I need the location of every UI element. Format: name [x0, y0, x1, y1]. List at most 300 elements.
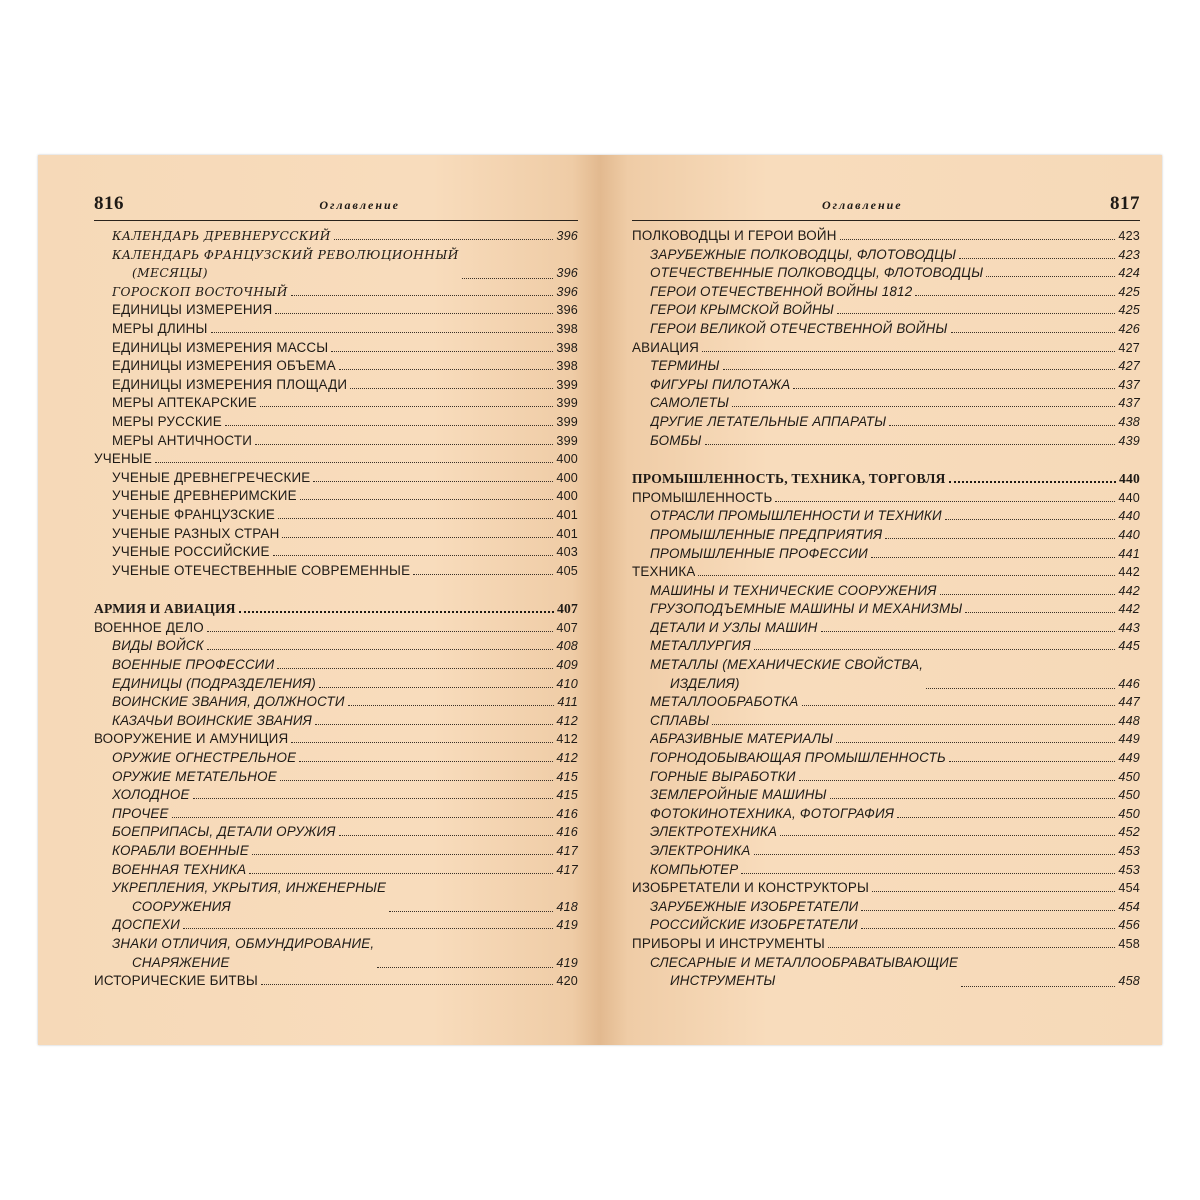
toc-entry-title: [632, 935, 825, 954]
toc-entry-title-line: УКРЕПЛЕНИЯ, УКРЫТИЯ, ИНЖЕНЕРНЫЕ: [112, 880, 387, 896]
toc-entry-title: [112, 469, 310, 488]
right-toc-list: [632, 227, 1140, 991]
toc-entry: [94, 842, 578, 861]
toc-entry-title: [112, 487, 297, 506]
toc-entry-title: [112, 675, 316, 694]
toc-entry-page-number: 417: [556, 862, 578, 877]
section-gap: [632, 450, 1140, 454]
toc-entry-title-line: ВООРУЖЕНИЕ И АМУНИЦИЯ: [94, 731, 289, 747]
toc-entry: [632, 413, 1140, 432]
toc-entry-title-line: ПРОМЫШЛЕННОСТЬ, ТЕХНИКА, ТОРГОВЛЯ: [632, 471, 946, 487]
toc-entry-title: [112, 376, 347, 395]
toc-entry-page-number: 425: [1118, 284, 1140, 299]
toc-entry-title: [112, 227, 331, 246]
toc-entry-title: [650, 357, 720, 376]
toc-entry-title: [112, 935, 374, 972]
toc-entry-title-line: ЗАРУБЕЖНЫЕ ИЗОБРЕТАТЕЛИ: [650, 898, 859, 914]
dot-leader: [291, 295, 554, 296]
toc-entry-page-number: 443: [1118, 620, 1140, 635]
left-running-title: Оглавление: [319, 198, 400, 212]
dot-leader: [300, 499, 554, 500]
dot-leader: [837, 313, 1115, 314]
dot-leader: [278, 518, 553, 519]
toc-entry: [94, 637, 578, 656]
toc-entry-title-line: ГОРОСКОП ВОСТОЧНЫЙ: [112, 284, 288, 299]
toc-entry: [94, 786, 578, 805]
toc-entry-page-number: 440: [1118, 509, 1140, 524]
toc-entry-title: [650, 768, 796, 787]
toc-entry-title: [112, 413, 222, 432]
toc-entry: [94, 394, 578, 413]
toc-entry-page-number: 408: [556, 639, 578, 654]
toc-entry-page-number: 439: [1118, 433, 1140, 448]
dot-leader: [207, 649, 554, 650]
toc-entry: [632, 879, 1140, 898]
toc-entry-page-number: 417: [556, 844, 578, 858]
dot-leader: [940, 594, 1116, 595]
toc-entry-title: [112, 823, 336, 842]
toc-entry-title-line: ЗАРУБЕЖНЫЕ ПОЛКОВОДЦЫ, ФЛОТОВОДЦЫ: [650, 246, 957, 262]
toc-entry: [632, 712, 1140, 731]
toc-entry-title: [112, 562, 410, 581]
dot-leader: [945, 519, 1116, 520]
toc-entry: [632, 545, 1140, 564]
toc-entry-page-number: 419: [556, 918, 578, 933]
toc-entry-page-number: 442: [1118, 602, 1140, 617]
toc-entry-title: [650, 693, 799, 712]
toc-entry-title-line: ИЗОБРЕТАТЕЛИ И КОНСТРУКТОРЫ: [632, 880, 870, 896]
toc-entry-page-number: 401: [556, 526, 578, 541]
toc-entry-page-number: 420: [556, 974, 578, 989]
toc-entry: [632, 376, 1140, 395]
dot-leader: [959, 258, 1115, 259]
dot-leader: [255, 444, 553, 445]
toc-entry-title: [650, 861, 738, 880]
toc-entry-title: [94, 730, 288, 749]
dot-leader: [211, 332, 554, 333]
toc-entry-page-number: 399: [556, 433, 578, 448]
dot-leader: [949, 481, 1116, 483]
toc-entry-title-line: УЧЕНЫЕ РАЗНЫХ СТРАН: [112, 525, 280, 541]
toc-entry-title-line: СПЛАВЫ: [650, 712, 710, 728]
dot-leader: [712, 724, 1115, 725]
toc-entry-title-line: КАЗАЧЬИ ВОИНСКИЕ ЗВАНИЯ: [112, 712, 312, 728]
toc-entry: [94, 450, 578, 469]
toc-entry-page-number: 454: [1118, 899, 1140, 914]
toc-entry-title-line: ГРУЗОПОДЪЕМНЫЕ МАШИНЫ И МЕХАНИЗМЫ: [650, 601, 963, 617]
toc-entry-title: [650, 376, 790, 395]
toc-entry-title-line: УЧЕНЫЕ РОССИЙСКИЕ: [112, 544, 270, 560]
toc-entry: [94, 805, 578, 824]
toc-entry-title: [650, 656, 923, 693]
toc-entry-page-number: 412: [556, 751, 578, 766]
toc-entry: [94, 619, 578, 638]
dot-leader: [334, 239, 554, 240]
dot-leader: [915, 295, 1115, 296]
toc-entry-title-line: МЕТАЛЛУРГИЯ: [650, 638, 751, 654]
toc-entry-page-number: 396: [556, 266, 578, 281]
toc-entry: [94, 861, 578, 880]
toc-entry: [632, 693, 1140, 712]
toc-entry-page-number: 456: [1118, 918, 1140, 933]
toc-entry: [94, 693, 578, 712]
toc-entry-title-line: ЭЛЕКТРОНИКА: [650, 843, 751, 858]
toc-entry-page-number: 445: [1118, 639, 1140, 654]
toc-entry-page-number: 442: [1118, 565, 1140, 580]
toc-entry-page-number: 407: [556, 620, 578, 635]
dot-leader: [705, 444, 1116, 445]
toc-entry: [632, 842, 1140, 861]
toc-entry: [632, 861, 1140, 880]
dot-leader: [926, 688, 1115, 689]
toc-entry-title: [112, 339, 328, 358]
toc-entry: [94, 525, 578, 544]
toc-entry-title-line: ГЕРОИ ОТЕЧЕСТВЕННОЙ ВОЙНЫ 1812: [650, 283, 913, 299]
section-gap: [94, 580, 578, 584]
toc-entry-title-line: РОССИЙСКИЕ ИЗОБРЕТАТЕЛИ: [650, 917, 858, 933]
dot-leader: [741, 873, 1115, 874]
dot-leader: [830, 798, 1116, 799]
toc-entry-title: [112, 394, 257, 413]
left-page-number: 816: [94, 193, 124, 214]
toc-entry-page-number: 411: [557, 695, 578, 710]
toc-entry-title: [632, 563, 695, 582]
toc-entry-title-line: БОЕПРИПАСЫ, ДЕТАЛИ ОРУЖИЯ: [112, 824, 336, 840]
toc-entry-title: [650, 805, 894, 824]
right-running-head: [632, 193, 1140, 221]
toc-entry-title-line: АРМИЯ И АВИАЦИЯ: [94, 601, 236, 617]
toc-entry-title-line: ГОРНЫЕ ВЫРАБОТКИ: [650, 768, 796, 784]
toc-entry-title: [112, 693, 345, 712]
toc-entry-title-line: ПРОМЫШЛЕННОСТЬ: [632, 489, 773, 505]
toc-entry-title-line: ВОЕННЫЕ ПРОФЕССИИ: [112, 657, 275, 673]
toc-entry-page-number: 415: [556, 788, 578, 803]
dot-leader: [885, 538, 1115, 539]
toc-entry-page-number: 398: [556, 340, 578, 355]
toc-entry-title: [650, 786, 827, 805]
open-book: [38, 155, 1162, 1045]
toc-entry-title: [112, 637, 204, 656]
toc-entry-page-number: 410: [556, 676, 578, 691]
toc-entry-page-number: 396: [556, 284, 578, 299]
toc-entry: [94, 432, 578, 451]
toc-entry-title: [632, 339, 699, 358]
toc-entry-title: [112, 861, 246, 880]
dot-leader: [780, 835, 1115, 836]
toc-entry-title-line: ГОРНОДОБЫВАЮЩАЯ ПРОМЫШЛЕННОСТЬ: [650, 750, 946, 766]
toc-entry-title-line: УЧЕНЫЕ ДРЕВНЕРИМСКИЕ: [112, 488, 297, 504]
toc-entry: [632, 619, 1140, 638]
toc-entry: [632, 320, 1140, 339]
toc-entry-title: [650, 283, 912, 302]
toc-entry-title: [112, 768, 277, 787]
toc-entry-page-number: 399: [556, 414, 578, 429]
toc-entry-title: [650, 320, 948, 339]
toc-entry-title: [650, 730, 833, 749]
dot-leader: [754, 854, 1116, 855]
dot-leader: [961, 986, 1115, 987]
dot-leader: [793, 388, 1115, 389]
toc-entry-page-number: 437: [1118, 396, 1140, 411]
toc-entry-title: [94, 619, 204, 638]
dot-leader: [723, 369, 1116, 370]
toc-entry-page-number: 438: [1118, 414, 1140, 429]
toc-entry: [94, 730, 578, 749]
dot-leader: [315, 724, 553, 725]
toc-entry: [632, 526, 1140, 545]
toc-entry-title: [650, 823, 777, 842]
toc-entry-page-number: 449: [1118, 751, 1140, 766]
toc-entry: [632, 749, 1140, 768]
toc-entry: [94, 357, 578, 376]
toc-entry-title: [650, 712, 709, 731]
dot-leader: [799, 780, 1116, 781]
toc-entry-page-number: 398: [556, 321, 578, 336]
dot-leader: [261, 984, 553, 985]
dot-leader: [821, 631, 1116, 632]
toc-entry-title-line: ДРУГИЕ ЛЕТАТЕЛЬНЫЕ АППАРАТЫ: [650, 413, 887, 429]
toc-entry: [632, 301, 1140, 320]
toc-entry: [632, 916, 1140, 935]
toc-entry: [94, 712, 578, 731]
toc-entry-title: [632, 879, 869, 898]
toc-entry: [632, 935, 1140, 954]
toc-entry-page-number: 398: [556, 359, 578, 374]
toc-entry: [94, 320, 578, 339]
dot-leader: [698, 575, 1115, 576]
toc-entry-title: [650, 619, 818, 638]
dot-leader: [183, 928, 553, 929]
toc-entry-page-number: 415: [556, 769, 578, 784]
toc-entry-page-number: 427: [1118, 340, 1140, 355]
toc-entry-page-number: 427: [1118, 359, 1140, 374]
toc-entry-title: [112, 916, 180, 935]
dot-leader: [861, 910, 1115, 911]
toc-entry: [94, 469, 578, 488]
toc-entry-title: [112, 283, 288, 302]
toc-entry-title-line: АБРАЗИВНЫЕ МАТЕРИАЛЫ: [650, 731, 834, 747]
dot-leader: [802, 705, 1116, 706]
dot-leader: [273, 555, 554, 556]
dot-leader: [252, 854, 554, 855]
left-toc-list: [94, 227, 578, 991]
toc-entry-page-number: 453: [1118, 862, 1140, 877]
dot-leader: [951, 332, 1116, 333]
toc-entry-title-line: ПРИБОРЫ И ИНСТРУМЕНТЫ: [632, 935, 825, 951]
toc-entry-title-line: ВОИНСКИЕ ЗВАНИЯ, ДОЛЖНОСТИ: [112, 694, 345, 710]
toc-entry-title: [650, 600, 962, 619]
dot-leader: [986, 276, 1115, 277]
toc-entry-page-number: 412: [556, 713, 578, 728]
toc-entry-page-number: 437: [1118, 377, 1140, 392]
toc-entry-title: [112, 246, 459, 283]
toc-entry-page-number: 450: [1118, 806, 1140, 821]
toc-entry: [632, 786, 1140, 805]
dot-leader: [299, 761, 553, 762]
dot-leader: [897, 817, 1115, 818]
toc-entry-title-line: МЕТАЛЛЫ (МЕХАНИЧЕСКИЕ СВОЙСТВА,: [650, 657, 924, 673]
toc-entry-page-number: 412: [556, 732, 578, 747]
toc-entry: [632, 600, 1140, 619]
toc-entry-title-line: ХОЛОДНОЕ: [112, 787, 190, 803]
toc-entry-title-line: ОРУЖИЕ ОГНЕСТРЕЛЬНОЕ: [112, 750, 297, 766]
toc-entry-title: [632, 489, 772, 508]
toc-entry: [632, 637, 1140, 656]
toc-entry: [94, 283, 578, 302]
toc-entry-page-number: 418: [556, 899, 578, 914]
toc-entry-title: [650, 545, 868, 564]
toc-entry-page-number: 396: [556, 229, 578, 243]
dot-leader: [339, 835, 554, 836]
toc-entry-page-number: 399: [556, 377, 578, 392]
toc-part-heading: [632, 470, 1140, 489]
toc-entry: [94, 543, 578, 562]
toc-entry-title: [650, 898, 858, 917]
toc-entry-title-line: ДЕТАЛИ И УЗЛЫ МАШИН: [650, 619, 818, 635]
toc-entry-page-number: 405: [556, 563, 578, 578]
toc-entry-page-number: 458: [1118, 936, 1140, 951]
toc-entry: [632, 954, 1140, 991]
toc-entry-title-line: ПРОЧЕЕ: [112, 805, 169, 821]
dot-leader: [828, 947, 1115, 948]
toc-entry: [94, 487, 578, 506]
toc-entry-title-line: МЕРЫ РУССКИЕ: [112, 413, 222, 429]
toc-entry-title-line: МЕРЫ АПТЕКАРСКИЕ: [112, 395, 257, 411]
toc-entry-title-line: ПРОМЫШЛЕННЫЕ ПРОФЕССИИ: [650, 545, 868, 561]
dot-leader: [840, 239, 1116, 240]
toc-entry-title-line: ЕДИНИЦЫ ИЗМЕРЕНИЯ ОБЪЕМА: [112, 358, 336, 374]
toc-entry: [94, 935, 578, 972]
dot-leader: [732, 406, 1115, 407]
toc-entry-title: [112, 805, 169, 824]
toc-entry-title-line: БОМБЫ: [650, 432, 702, 448]
dot-leader: [275, 313, 553, 314]
dot-leader: [754, 649, 1116, 650]
toc-entry-title-continuation: ИНСТРУМЕНТЫ: [670, 973, 776, 989]
toc-entry-title: [632, 227, 837, 246]
toc-entry-title-continuation: СНАРЯЖЕНИЕ: [132, 954, 230, 970]
toc-part-heading: [94, 600, 578, 619]
toc-entry: [94, 675, 578, 694]
toc-entry-title: [650, 413, 886, 432]
toc-entry-title: [650, 264, 983, 283]
toc-entry: [632, 489, 1140, 508]
toc-entry-page-number: 409: [556, 658, 578, 673]
toc-entry-title-line: СЛЕСАРНЫЕ И МЕТАЛЛООБРАВАТЫВАЮЩИЕ: [650, 954, 959, 970]
toc-entry: [94, 972, 578, 991]
toc-entry-page-number: 450: [1118, 788, 1140, 803]
dot-leader: [861, 928, 1115, 929]
toc-entry: [94, 879, 578, 916]
toc-entry: [632, 805, 1140, 824]
dot-leader: [193, 798, 554, 799]
toc-entry-title: [650, 301, 834, 320]
toc-entry: [632, 507, 1140, 526]
toc-entry-title-line: ВИДЫ ВОЙСК: [112, 638, 204, 654]
toc-entry-page-number: 419: [556, 955, 578, 970]
toc-entry-title: [94, 972, 258, 991]
toc-entry-title-continuation: СООРУЖЕНИЯ: [132, 898, 231, 914]
toc-entry-title: [650, 749, 946, 768]
toc-entry: [632, 227, 1140, 246]
toc-entry: [94, 246, 578, 283]
toc-entry-page-number: 440: [1118, 527, 1140, 542]
toc-entry: [632, 768, 1140, 787]
toc-entry-title-line: МЕРЫ ДЛИНЫ: [112, 320, 208, 336]
toc-entry-title-line: КОРАБЛИ ВОЕННЫЕ: [112, 843, 249, 858]
toc-entry: [94, 376, 578, 395]
toc-entry: [94, 301, 578, 320]
toc-entry-title: [112, 543, 270, 562]
dot-leader: [462, 278, 554, 279]
toc-entry: [632, 283, 1140, 302]
toc-entry-page-number: 396: [556, 303, 578, 318]
toc-entry-title: [650, 954, 958, 991]
toc-entry-title: [650, 432, 702, 451]
right-page: [600, 155, 1162, 1045]
right-page-number: 817: [1110, 193, 1140, 214]
toc-entry-title: [112, 320, 208, 339]
dot-leader: [949, 761, 1116, 762]
dot-leader: [889, 425, 1115, 426]
toc-entry-title-line: ОТРАСЛИ ПРОМЫШЛЕННОСТИ И ТЕХНИКИ: [650, 508, 942, 524]
dot-leader: [277, 668, 553, 669]
left-running-head: [94, 193, 578, 221]
toc-entry-title: [650, 526, 882, 545]
toc-entry-page-number: 425: [1118, 303, 1140, 318]
toc-entry-title-line: КАЛЕНДАРЬ ДРЕВНЕРУССКИЙ: [112, 229, 331, 243]
toc-entry-page-number: 423: [1118, 229, 1140, 243]
dot-leader: [775, 501, 1115, 502]
toc-entry-title: [112, 301, 272, 320]
toc-entry-page-number: 424: [1118, 266, 1140, 281]
toc-entry-title-line: ТЕРМИНЫ: [650, 358, 720, 374]
dot-leader: [282, 537, 553, 538]
toc-entry-page-number: 440: [1118, 490, 1140, 505]
toc-entry: [94, 768, 578, 787]
toc-entry-title-line: ПОЛКОВОДЦЫ И ГЕРОИ ВОЙН: [632, 228, 837, 243]
toc-entry: [632, 823, 1140, 842]
dot-leader: [836, 742, 1115, 743]
toc-entry: [94, 227, 578, 246]
toc-entry: [94, 506, 578, 525]
toc-entry: [632, 582, 1140, 601]
toc-entry-page-number: 442: [1118, 583, 1140, 598]
dot-leader: [389, 911, 553, 912]
dot-leader: [413, 574, 553, 575]
toc-entry-page-number: 416: [556, 825, 578, 840]
right-running-title: Оглавление: [822, 198, 903, 212]
toc-entry: [632, 394, 1140, 413]
toc-entry-page-number: 440: [1119, 471, 1140, 487]
toc-entry-title-line: УЧЕНЫЕ ДРЕВНЕГРЕЧЕСКИЕ: [112, 469, 311, 485]
toc-entry-title-line: ЕДИНИЦЫ (ПОДРАЗДЕЛЕНИЯ): [112, 675, 316, 691]
toc-entry-title: [112, 712, 312, 731]
toc-entry-title-line: УЧЕНЫЕ: [94, 451, 153, 467]
toc-entry-title: [112, 786, 190, 805]
dot-leader: [172, 817, 554, 818]
toc-entry: [94, 413, 578, 432]
toc-entry-page-number: 441: [1118, 546, 1140, 561]
dot-leader: [872, 891, 1115, 892]
toc-entry-title-line: МАШИНЫ И ТЕХНИЧЕСКИЕ СООРУЖЕНИЯ: [650, 582, 937, 598]
toc-entry: [94, 562, 578, 581]
dot-leader: [155, 462, 553, 463]
toc-entry-title: [112, 506, 275, 525]
dot-leader: [207, 631, 554, 632]
toc-entry-title: [112, 749, 296, 768]
toc-entry-page-number: 452: [1118, 825, 1140, 840]
